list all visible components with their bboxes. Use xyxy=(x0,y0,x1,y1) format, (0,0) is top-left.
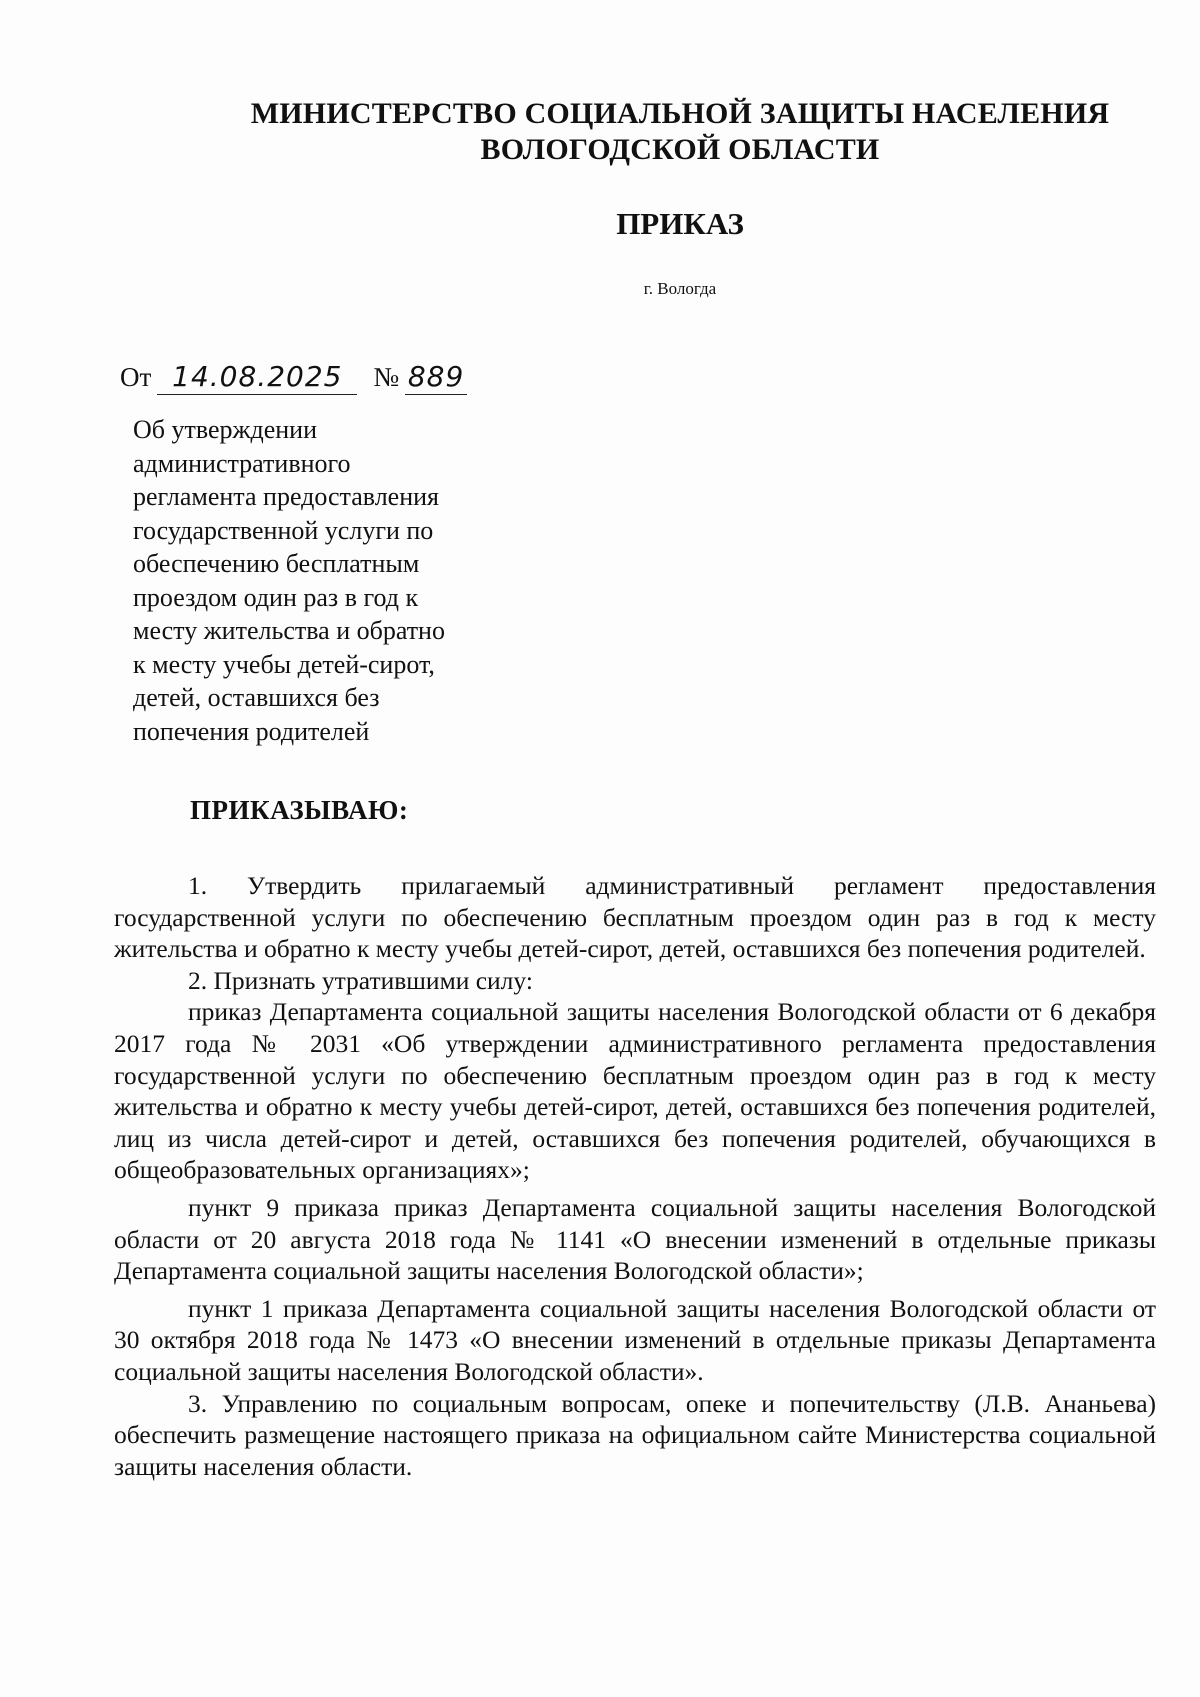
paragraph-item-3: 3. Управлению по социальным вопросам, опеке и попечительству (Л.В. Ананьева) обеспечить размещение настоящего приказа на официальном сайте Министерства социальной защиты населения области. xyxy=(114,1388,1156,1481)
order-date-number-line xyxy=(120,357,467,397)
subject-line: Об утверждении xyxy=(133,415,318,444)
ministry-name-line2: ВОЛОГОДСКОЙ ОБЛАСТИ xyxy=(480,133,880,166)
subject-line: административного xyxy=(133,448,351,478)
paragraph-item-1: 1. Утвердить прилагаемый административный регламент предоставления государственной услуги по обеспечению бесплатным проездом один раз в год к месту жительства и обратно к месту учебы детей-сирот, детей, оставшихся без попечения родителей. xyxy=(114,871,1156,964)
paragraph-repealed-order-1141: пункт 9 приказа приказ Департамента социальной защиты населения Вологодской области от 20 августа 2018 года № 1141 «О внесении изменений в отдельные приказы Департамента социальной защиты населения Вологодской области»; xyxy=(114,1192,1156,1286)
order-date: 14.08.2025 xyxy=(157,360,357,395)
ministry-header xyxy=(200,96,1160,168)
paragraph-repealed-order-2031: приказ Департамента социальной защиты населения Вологодской области от 6 декабря 2017 года № 2031 «Об утверждении административного регламента предоставления государственной услуги по обеспечению бесплатным проездом один раз в год к месту жительства и обратно к месту учебы детей-сирот, детей, оставшихся без попечения родителей, лиц из числа детей-сирот и детей, оставшихся без попечения родителей, обучающихся в общеобразовательных организациях»; xyxy=(114,997,1156,1185)
paragraph-item-2: 2. Признать утратившими силу: xyxy=(188,965,533,995)
subject-line: к месту учебы детей-сирот, xyxy=(133,649,435,679)
order-title: ПРИКАЗ xyxy=(616,206,744,241)
subject-line: регламента предоставления xyxy=(133,482,440,511)
order-city: г. Вологда xyxy=(643,279,717,298)
order-number: 889 xyxy=(405,360,467,395)
order-body xyxy=(114,870,1156,1482)
subject-line: месту жительства и обратно xyxy=(133,616,445,645)
order-subject xyxy=(133,413,493,748)
subject-line: попечения родителей xyxy=(133,716,370,746)
subject-line: обеспечению бесплатным xyxy=(133,549,420,578)
paragraph-repealed-order-1473: пункт 1 приказа Департамента социальной защиты населения Вологодской области от 30 октября 2018 года № 1473 «О внесении изменений в отдельные приказы Департамента социальной защиты населения Вологодской области». xyxy=(114,1293,1156,1386)
from-label: От xyxy=(120,362,152,392)
subject-line: детей, оставшихся без xyxy=(133,683,380,712)
subject-line: проездом один раз в год к xyxy=(133,582,419,612)
subject-line: государственной услуги по xyxy=(133,515,434,545)
number-label: № xyxy=(373,362,400,392)
command-heading: ПРИКАЗЫВАЮ: xyxy=(190,795,409,825)
ministry-name-line1: МИНИСТЕРСТВО СОЦИАЛЬНОЙ ЗАЩИТЫ НАСЕЛЕНИЯ xyxy=(250,97,1110,130)
